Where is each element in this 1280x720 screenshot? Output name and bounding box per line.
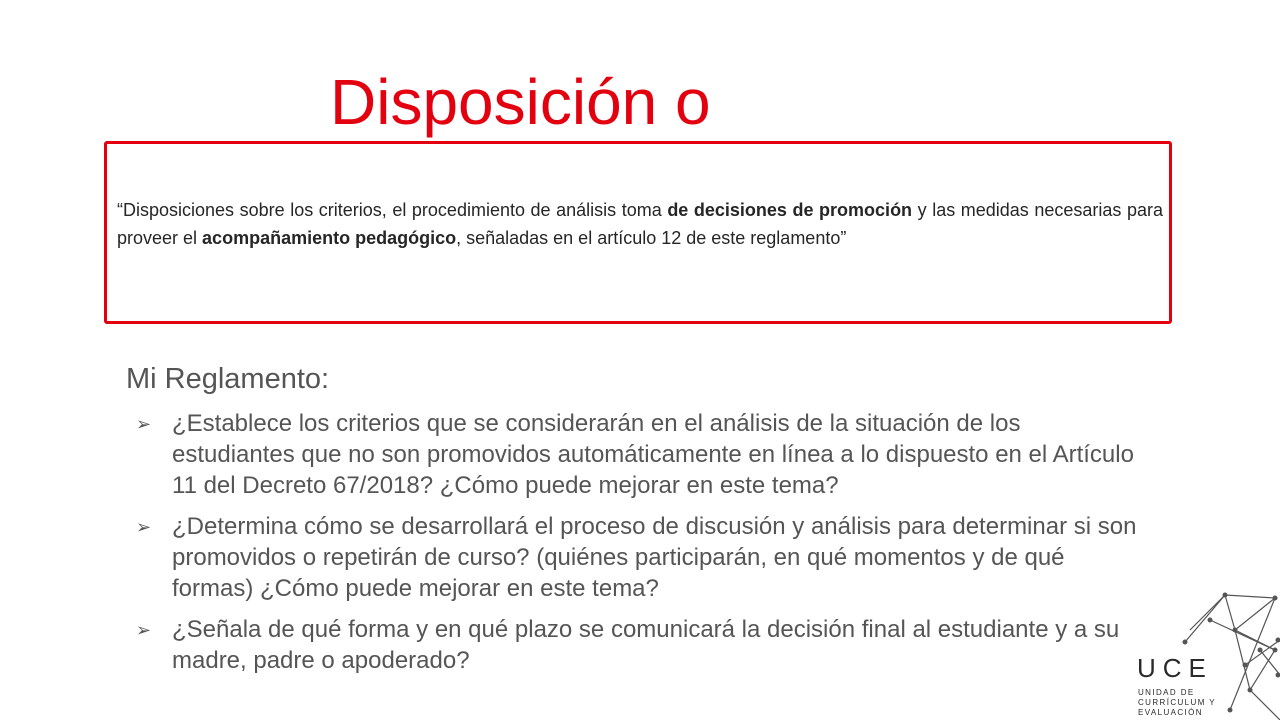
- logo-subtitle: [1138, 688, 1216, 718]
- bullet-text: ¿Establece los criterios que se considerarán en el análisis de la situación de los estudiantes que no son promovidos automáticamente en línea a lo dispuesto en el Artículo 11 del Decreto 67/2018? ¿Cómo puede mejorar en este tema?: [172, 410, 1134, 499]
- arrow-bullet-icon: ➢: [136, 517, 152, 537]
- logo-letters: UCE: [1137, 653, 1213, 683]
- logo-subtitle-line: CURRÍCULUM Y: [1138, 698, 1216, 707]
- quote-bold-2: acompañamiento pedagógico: [202, 228, 457, 248]
- quote-text: [117, 196, 1163, 252]
- bullet-list: [136, 408, 1146, 686]
- bullet-item: [136, 614, 1146, 676]
- quote-part-3: , señaladas en el artículo 12 de este reglamento”: [456, 228, 847, 248]
- quote-box: [104, 141, 1172, 324]
- bullet-text: ¿Señala de qué forma y en qué plazo se comunicará la decisión final al estudiante y a su madre, padre o apoderado?: [172, 616, 1120, 674]
- arrow-bullet-icon: ➢: [136, 414, 152, 434]
- bullet-text: ¿Determina cómo se desarrollará el proceso de discusión y análisis para determinar si son promovidos o repetirán de curso? (quiénes participarán, en qué momentos y de qué formas) ¿Cómo puede mejorar en este tema?: [172, 513, 1137, 602]
- bullet-item: [136, 511, 1146, 604]
- logo-subtitle-line: EVALUACIÓN: [1138, 708, 1203, 717]
- section-heading: Mi Reglamento:: [126, 363, 330, 395]
- quote-part-1: “Disposiciones sobre los criterios, el procedimiento de análisis toma: [117, 200, 668, 220]
- logo-subtitle-line: UNIDAD DE: [1138, 688, 1195, 697]
- slide-title: Disposición o: [330, 66, 711, 138]
- quote-part-2: y las medidas necesarias para proveer el: [117, 200, 1163, 248]
- quote-bold-1: de decisiones de promoción: [667, 200, 913, 220]
- arrow-bullet-icon: ➢: [136, 620, 152, 640]
- bullet-item: [136, 408, 1146, 501]
